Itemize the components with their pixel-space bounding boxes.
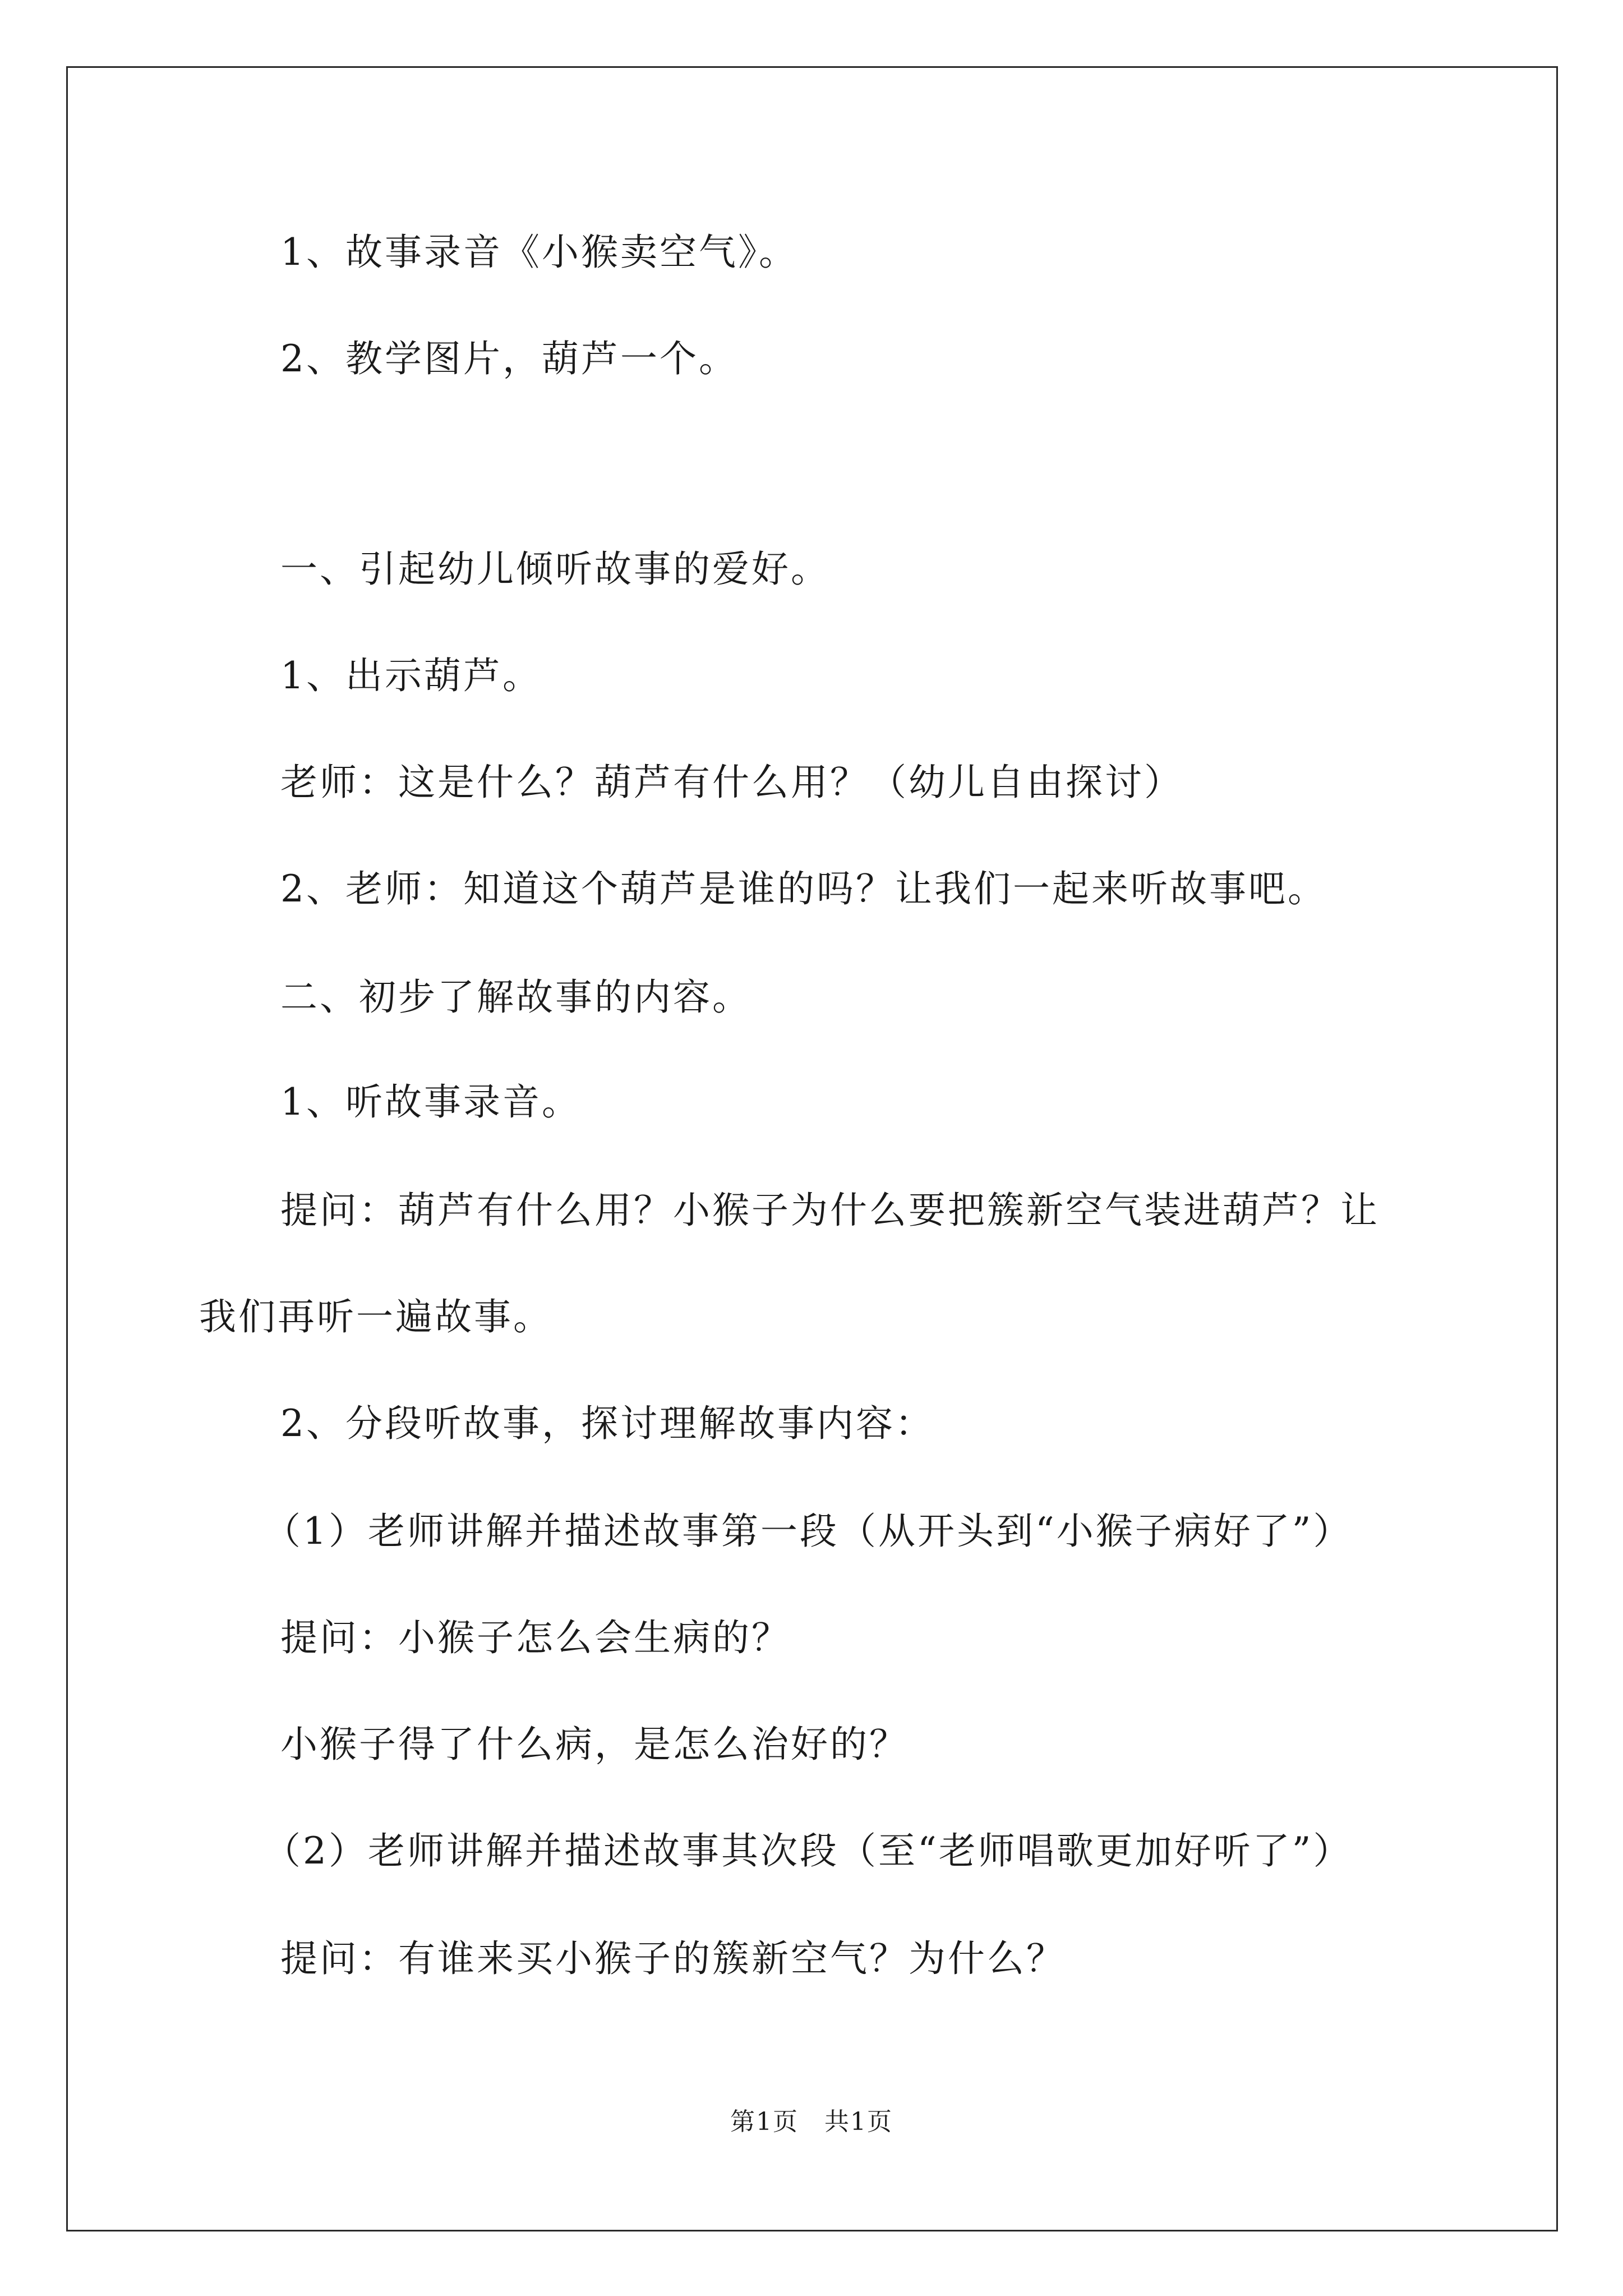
paragraph-line: 2、分段听故事，探讨理解故事内容： — [280, 1402, 934, 1445]
section-heading: 一、引起幼儿倾听故事的爱好。 — [280, 547, 830, 591]
paragraph-line: 提问：葫芦有什么用？小猴子为什么要把簇新空气装进葫芦？让 — [280, 1189, 1380, 1232]
paragraph-line: （1）老师讲解并描述故事第一段（从开头到“小猴子病好了”） — [264, 1510, 1353, 1553]
page-border — [66, 66, 1558, 2231]
paragraph-line: 提问：小猴子怎么会生病的？ — [280, 1616, 791, 1659]
paragraph-line: 1、听故事录音。 — [280, 1080, 581, 1124]
paragraph-line: 小猴子得了什么病，是怎么治好的？ — [280, 1723, 909, 1766]
paragraph-line: 我们再听一遍故事。 — [199, 1295, 552, 1338]
page-footer: 第1页 共1页 — [730, 2108, 893, 2136]
paragraph-line: 2、教学图片，葫芦一个。 — [280, 337, 738, 380]
paragraph-line: 1、出示葫芦。 — [280, 654, 542, 697]
section-heading: 二、初步了解故事的内容。 — [280, 976, 751, 1019]
paragraph-line: 1、故事录音《小猴卖空气》。 — [280, 231, 798, 274]
paragraph-line: 提问：有谁来买小猴子的簇新空气？为什么？ — [280, 1937, 1066, 1980]
paragraph-line: 老师：这是什么？葫芦有什么用？（幼儿自由探讨） — [280, 761, 1183, 804]
paragraph-line: （2）老师讲解并描述故事其次段（至“老师唱歌更加好听了”） — [264, 1829, 1353, 1872]
paragraph-line: 2、老师：知道这个葫芦是谁的吗？让我们一起来听故事吧。 — [280, 867, 1327, 910]
